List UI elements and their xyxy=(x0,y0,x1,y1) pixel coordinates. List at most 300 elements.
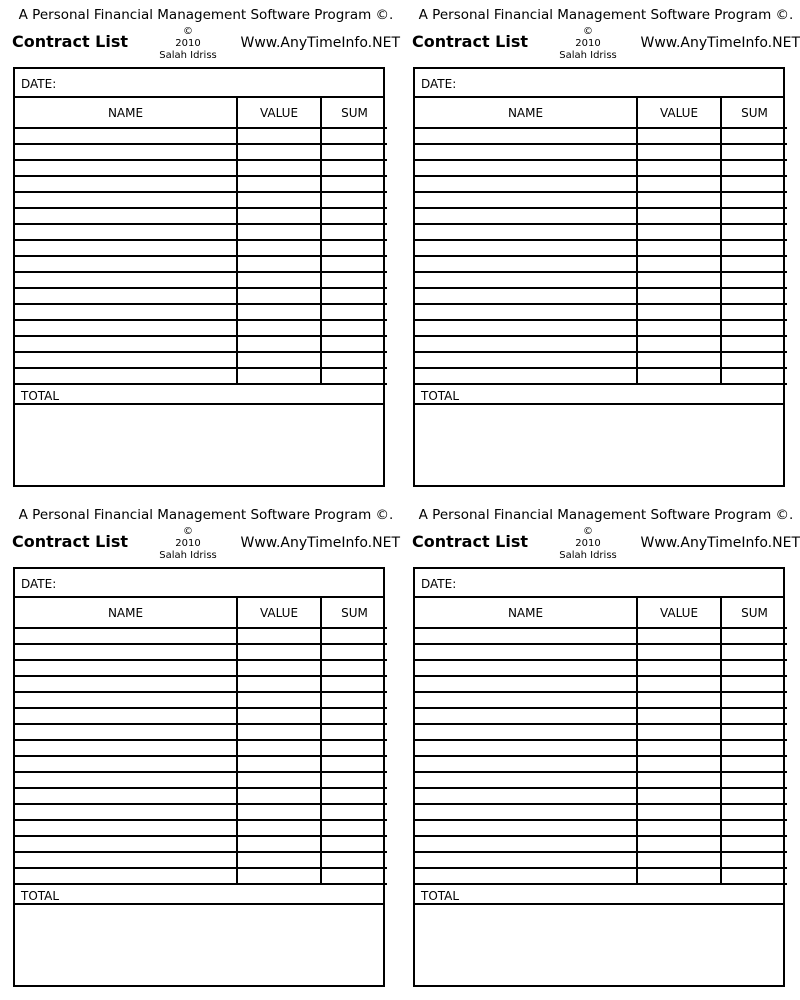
sum-cell[interactable] xyxy=(721,192,787,208)
value-cell[interactable] xyxy=(637,868,721,884)
website-link[interactable]: Www.AnyTimeInfo.NET xyxy=(240,535,400,551)
name-cell[interactable] xyxy=(15,692,237,708)
name-cell[interactable] xyxy=(415,288,637,304)
name-cell[interactable] xyxy=(415,320,637,336)
table-row xyxy=(15,336,387,352)
form-title: Contract List xyxy=(12,32,129,51)
sum-cell[interactable] xyxy=(321,756,387,772)
name-cell[interactable] xyxy=(15,628,237,644)
table-row xyxy=(415,240,787,256)
table-row xyxy=(415,208,787,224)
value-cell[interactable] xyxy=(237,320,321,336)
value-cell[interactable] xyxy=(237,352,321,368)
column-header-name: NAME xyxy=(415,598,637,628)
copyright-year: 2010 xyxy=(575,538,601,549)
column-header-sum: SUM xyxy=(721,598,787,628)
value-cell[interactable] xyxy=(237,304,321,320)
sum-cell[interactable] xyxy=(721,724,787,740)
name-cell[interactable] xyxy=(15,740,237,756)
table-row xyxy=(15,692,387,708)
sum-cell[interactable] xyxy=(721,740,787,756)
total-label: TOTAL xyxy=(21,889,60,903)
contract-table-frame xyxy=(13,567,385,987)
table-row xyxy=(415,852,787,868)
table-row xyxy=(415,628,787,644)
sum-cell[interactable] xyxy=(721,336,787,352)
value-cell[interactable] xyxy=(637,272,721,288)
name-cell[interactable] xyxy=(415,208,637,224)
name-cell[interactable] xyxy=(415,352,637,368)
sum-cell[interactable] xyxy=(321,352,387,368)
sum-cell[interactable] xyxy=(321,676,387,692)
table-row xyxy=(415,256,787,272)
value-cell[interactable] xyxy=(237,224,321,240)
table-row xyxy=(415,836,787,852)
value-cell[interactable] xyxy=(637,644,721,660)
value-cell[interactable] xyxy=(637,256,721,272)
sum-cell[interactable] xyxy=(321,288,387,304)
value-cell[interactable] xyxy=(237,176,321,192)
contract-list-form xyxy=(412,0,800,490)
total-value-field[interactable] xyxy=(415,405,783,422)
table-row xyxy=(15,788,387,804)
name-cell[interactable] xyxy=(415,628,637,644)
sum-cell[interactable] xyxy=(721,256,787,272)
sum-cell[interactable] xyxy=(321,804,387,820)
name-cell[interactable] xyxy=(415,868,637,884)
value-cell[interactable] xyxy=(637,740,721,756)
sum-cell[interactable] xyxy=(721,628,787,644)
table-row xyxy=(415,336,787,352)
sum-cell[interactable] xyxy=(321,192,387,208)
table-row xyxy=(15,304,387,320)
name-cell[interactable] xyxy=(15,336,237,352)
table-row xyxy=(15,724,387,740)
sum-cell[interactable] xyxy=(721,660,787,676)
author-name: Salah Idriss xyxy=(559,550,617,561)
sum-cell[interactable] xyxy=(321,724,387,740)
table-row xyxy=(15,772,387,788)
table-row xyxy=(415,128,787,144)
name-cell[interactable] xyxy=(415,820,637,836)
value-cell[interactable] xyxy=(237,208,321,224)
name-cell[interactable] xyxy=(415,336,637,352)
sum-cell[interactable] xyxy=(721,756,787,772)
column-header-value: VALUE xyxy=(237,98,321,128)
name-cell[interactable] xyxy=(415,128,637,144)
value-cell[interactable] xyxy=(237,644,321,660)
name-cell[interactable] xyxy=(415,176,637,192)
website-link[interactable]: Www.AnyTimeInfo.NET xyxy=(240,35,400,51)
contract-table-frame xyxy=(413,567,785,987)
sum-cell[interactable] xyxy=(321,272,387,288)
sum-cell[interactable] xyxy=(321,852,387,868)
name-cell[interactable] xyxy=(415,724,637,740)
value-cell[interactable] xyxy=(637,708,721,724)
date-label: DATE: xyxy=(421,77,457,91)
sum-cell[interactable] xyxy=(321,160,387,176)
sum-cell[interactable] xyxy=(721,820,787,836)
table-row xyxy=(15,144,387,160)
name-cell[interactable] xyxy=(415,224,637,240)
table-row xyxy=(415,272,787,288)
value-cell[interactable] xyxy=(637,176,721,192)
value-cell[interactable] xyxy=(637,128,721,144)
sum-cell[interactable] xyxy=(321,628,387,644)
date-field[interactable] xyxy=(415,569,783,598)
name-cell[interactable] xyxy=(415,708,637,724)
sum-cell[interactable] xyxy=(721,144,787,160)
sum-cell[interactable] xyxy=(721,788,787,804)
name-cell[interactable] xyxy=(15,836,237,852)
contract-table xyxy=(415,98,787,385)
table-row xyxy=(15,820,387,836)
name-cell[interactable] xyxy=(415,740,637,756)
value-cell[interactable] xyxy=(637,192,721,208)
date-field[interactable] xyxy=(415,69,783,98)
value-cell[interactable] xyxy=(637,352,721,368)
table-row xyxy=(15,852,387,868)
sum-cell[interactable] xyxy=(321,836,387,852)
value-cell[interactable] xyxy=(237,676,321,692)
total-label-row xyxy=(15,885,383,905)
sum-cell[interactable] xyxy=(721,708,787,724)
sum-cell[interactable] xyxy=(721,692,787,708)
table-row xyxy=(15,160,387,176)
sum-cell[interactable] xyxy=(321,660,387,676)
name-cell[interactable] xyxy=(15,288,237,304)
table-header-row xyxy=(415,98,787,128)
sum-cell[interactable] xyxy=(721,176,787,192)
value-cell[interactable] xyxy=(637,820,721,836)
copyright-year: 2010 xyxy=(175,538,201,549)
sum-cell[interactable] xyxy=(721,868,787,884)
name-cell[interactable] xyxy=(415,272,637,288)
value-cell[interactable] xyxy=(637,224,721,240)
name-cell[interactable] xyxy=(415,368,637,384)
column-header-value: VALUE xyxy=(237,598,321,628)
table-row xyxy=(415,756,787,772)
website-link[interactable]: Www.AnyTimeInfo.NET xyxy=(640,535,800,551)
value-cell[interactable] xyxy=(637,208,721,224)
sum-cell[interactable] xyxy=(321,240,387,256)
value-cell[interactable] xyxy=(237,288,321,304)
sum-cell[interactable] xyxy=(321,788,387,804)
value-cell[interactable] xyxy=(237,740,321,756)
value-cell[interactable] xyxy=(237,128,321,144)
sum-cell[interactable] xyxy=(321,868,387,884)
name-cell[interactable] xyxy=(15,852,237,868)
table-row xyxy=(15,240,387,256)
name-cell[interactable] xyxy=(15,676,237,692)
total-value-field[interactable] xyxy=(15,905,383,922)
table-row xyxy=(15,644,387,660)
website-link[interactable]: Www.AnyTimeInfo.NET xyxy=(640,35,800,51)
value-cell[interactable] xyxy=(237,336,321,352)
sum-cell[interactable] xyxy=(721,772,787,788)
sum-cell[interactable] xyxy=(721,224,787,240)
name-cell[interactable] xyxy=(415,144,637,160)
name-cell[interactable] xyxy=(15,352,237,368)
author-name: Salah Idriss xyxy=(559,50,617,61)
value-cell[interactable] xyxy=(637,836,721,852)
value-cell[interactable] xyxy=(237,820,321,836)
sum-cell[interactable] xyxy=(321,144,387,160)
contract-list-form xyxy=(412,500,800,990)
name-cell[interactable] xyxy=(15,240,237,256)
value-cell[interactable] xyxy=(237,708,321,724)
value-cell[interactable] xyxy=(637,240,721,256)
sum-cell[interactable] xyxy=(321,304,387,320)
total-label: TOTAL xyxy=(421,889,460,903)
copyright-block xyxy=(158,526,218,562)
table-row xyxy=(415,320,787,336)
value-cell[interactable] xyxy=(637,804,721,820)
table-row xyxy=(15,256,387,272)
name-cell[interactable] xyxy=(15,208,237,224)
table-row xyxy=(15,320,387,336)
value-cell[interactable] xyxy=(637,676,721,692)
copyright-block xyxy=(558,526,618,562)
sum-cell[interactable] xyxy=(321,208,387,224)
value-cell[interactable] xyxy=(637,852,721,868)
sum-cell[interactable] xyxy=(721,160,787,176)
name-cell[interactable] xyxy=(415,756,637,772)
table-row xyxy=(15,804,387,820)
name-cell[interactable] xyxy=(15,256,237,272)
sum-cell[interactable] xyxy=(321,128,387,144)
value-cell[interactable] xyxy=(637,628,721,644)
sum-cell[interactable] xyxy=(721,272,787,288)
sum-cell[interactable] xyxy=(721,836,787,852)
contract-table-frame xyxy=(13,67,385,487)
program-tagline: A Personal Financial Management Software Program ©. xyxy=(18,7,394,23)
form-title: Contract List xyxy=(412,532,529,551)
column-header-sum: SUM xyxy=(321,598,387,628)
value-cell[interactable] xyxy=(637,772,721,788)
value-cell[interactable] xyxy=(637,788,721,804)
value-cell[interactable] xyxy=(637,368,721,384)
table-row xyxy=(415,724,787,740)
contract-table-frame xyxy=(413,67,785,487)
copyright-year: 2010 xyxy=(575,38,601,49)
value-cell[interactable] xyxy=(237,240,321,256)
name-cell[interactable] xyxy=(15,304,237,320)
value-cell[interactable] xyxy=(237,724,321,740)
value-cell[interactable] xyxy=(637,144,721,160)
sum-cell[interactable] xyxy=(721,852,787,868)
sum-cell[interactable] xyxy=(721,804,787,820)
sum-cell[interactable] xyxy=(721,240,787,256)
copyright-symbol: © xyxy=(183,26,193,37)
table-row xyxy=(415,644,787,660)
column-header-name: NAME xyxy=(15,598,237,628)
name-cell[interactable] xyxy=(415,804,637,820)
table-row xyxy=(15,756,387,772)
sum-cell[interactable] xyxy=(321,820,387,836)
program-tagline: A Personal Financial Management Software Program ©. xyxy=(418,507,794,523)
table-row xyxy=(415,820,787,836)
table-row xyxy=(415,176,787,192)
author-name: Salah Idriss xyxy=(159,550,217,561)
name-cell[interactable] xyxy=(415,772,637,788)
name-cell[interactable] xyxy=(15,788,237,804)
name-cell[interactable] xyxy=(15,644,237,660)
name-cell[interactable] xyxy=(15,868,237,884)
total-label-row xyxy=(415,885,783,905)
sum-cell[interactable] xyxy=(321,256,387,272)
table-row xyxy=(15,368,387,384)
value-cell[interactable] xyxy=(237,756,321,772)
value-cell[interactable] xyxy=(637,160,721,176)
sum-cell[interactable] xyxy=(721,676,787,692)
sum-cell[interactable] xyxy=(721,352,787,368)
value-cell[interactable] xyxy=(237,868,321,884)
table-row xyxy=(15,740,387,756)
total-value-field[interactable] xyxy=(415,905,783,922)
name-cell[interactable] xyxy=(15,724,237,740)
name-cell[interactable] xyxy=(15,820,237,836)
sum-cell[interactable] xyxy=(321,176,387,192)
value-cell[interactable] xyxy=(237,788,321,804)
copyright-symbol: © xyxy=(183,526,193,537)
value-cell[interactable] xyxy=(637,756,721,772)
name-cell[interactable] xyxy=(415,240,637,256)
contract-list-form xyxy=(12,500,400,990)
table-row xyxy=(415,788,787,804)
name-cell[interactable] xyxy=(15,272,237,288)
sum-cell[interactable] xyxy=(721,208,787,224)
table-header-row xyxy=(15,598,387,628)
name-cell[interactable] xyxy=(415,836,637,852)
sum-cell[interactable] xyxy=(721,128,787,144)
sum-cell[interactable] xyxy=(721,304,787,320)
contract-list-form xyxy=(12,0,400,490)
sum-cell[interactable] xyxy=(321,336,387,352)
value-cell[interactable] xyxy=(637,320,721,336)
value-cell[interactable] xyxy=(237,772,321,788)
name-cell[interactable] xyxy=(415,676,637,692)
table-row xyxy=(415,352,787,368)
value-cell[interactable] xyxy=(637,304,721,320)
value-cell[interactable] xyxy=(237,660,321,676)
date-label: DATE: xyxy=(21,577,57,591)
name-cell[interactable] xyxy=(15,192,237,208)
table-row xyxy=(15,352,387,368)
value-cell[interactable] xyxy=(637,724,721,740)
value-cell[interactable] xyxy=(237,368,321,384)
table-row xyxy=(15,660,387,676)
table-row xyxy=(415,740,787,756)
name-cell[interactable] xyxy=(15,756,237,772)
value-cell[interactable] xyxy=(237,256,321,272)
value-cell[interactable] xyxy=(237,852,321,868)
table-row xyxy=(415,368,787,384)
column-header-value: VALUE xyxy=(637,98,721,128)
name-cell[interactable] xyxy=(15,128,237,144)
name-cell[interactable] xyxy=(415,852,637,868)
name-cell[interactable] xyxy=(415,160,637,176)
value-cell[interactable] xyxy=(237,144,321,160)
table-row xyxy=(415,660,787,676)
value-cell[interactable] xyxy=(237,804,321,820)
sum-cell[interactable] xyxy=(321,224,387,240)
value-cell[interactable] xyxy=(637,336,721,352)
date-field[interactable] xyxy=(15,569,383,598)
value-cell[interactable] xyxy=(637,288,721,304)
copyright-year: 2010 xyxy=(175,38,201,49)
value-cell[interactable] xyxy=(237,272,321,288)
value-cell[interactable] xyxy=(237,836,321,852)
name-cell[interactable] xyxy=(15,144,237,160)
sum-cell[interactable] xyxy=(321,368,387,384)
name-cell[interactable] xyxy=(15,660,237,676)
value-cell[interactable] xyxy=(637,660,721,676)
sum-cell[interactable] xyxy=(721,368,787,384)
name-cell[interactable] xyxy=(415,788,637,804)
sum-cell[interactable] xyxy=(321,708,387,724)
table-row xyxy=(15,708,387,724)
table-header-row xyxy=(15,98,387,128)
table-row xyxy=(415,868,787,884)
author-name: Salah Idriss xyxy=(159,50,217,61)
name-cell[interactable] xyxy=(15,368,237,384)
name-cell[interactable] xyxy=(15,772,237,788)
contract-table xyxy=(15,598,387,885)
total-label: TOTAL xyxy=(21,389,60,403)
name-cell[interactable] xyxy=(15,176,237,192)
sum-cell[interactable] xyxy=(721,320,787,336)
name-cell[interactable] xyxy=(415,644,637,660)
name-cell[interactable] xyxy=(15,708,237,724)
name-cell[interactable] xyxy=(15,804,237,820)
value-cell[interactable] xyxy=(237,192,321,208)
table-row xyxy=(415,772,787,788)
program-tagline: A Personal Financial Management Software Program ©. xyxy=(418,7,794,23)
name-cell[interactable] xyxy=(415,256,637,272)
name-cell[interactable] xyxy=(415,692,637,708)
table-row xyxy=(15,192,387,208)
column-header-value: VALUE xyxy=(637,598,721,628)
sum-cell[interactable] xyxy=(321,644,387,660)
name-cell[interactable] xyxy=(15,320,237,336)
value-cell[interactable] xyxy=(637,692,721,708)
sum-cell[interactable] xyxy=(321,772,387,788)
name-cell[interactable] xyxy=(415,192,637,208)
date-label: DATE: xyxy=(421,577,457,591)
copyright-symbol: © xyxy=(583,26,593,37)
table-row xyxy=(15,676,387,692)
sum-cell[interactable] xyxy=(721,644,787,660)
table-header-row xyxy=(415,598,787,628)
value-cell[interactable] xyxy=(237,160,321,176)
value-cell[interactable] xyxy=(237,628,321,644)
name-cell[interactable] xyxy=(415,660,637,676)
name-cell[interactable] xyxy=(15,160,237,176)
total-value-field[interactable] xyxy=(15,405,383,422)
sum-cell[interactable] xyxy=(321,320,387,336)
sum-cell[interactable] xyxy=(721,288,787,304)
total-label-row xyxy=(415,385,783,405)
sum-cell[interactable] xyxy=(321,692,387,708)
date-field[interactable] xyxy=(15,69,383,98)
table-row xyxy=(415,224,787,240)
value-cell[interactable] xyxy=(237,692,321,708)
copyright-block xyxy=(558,26,618,62)
sum-cell[interactable] xyxy=(321,740,387,756)
name-cell[interactable] xyxy=(415,304,637,320)
name-cell[interactable] xyxy=(15,224,237,240)
